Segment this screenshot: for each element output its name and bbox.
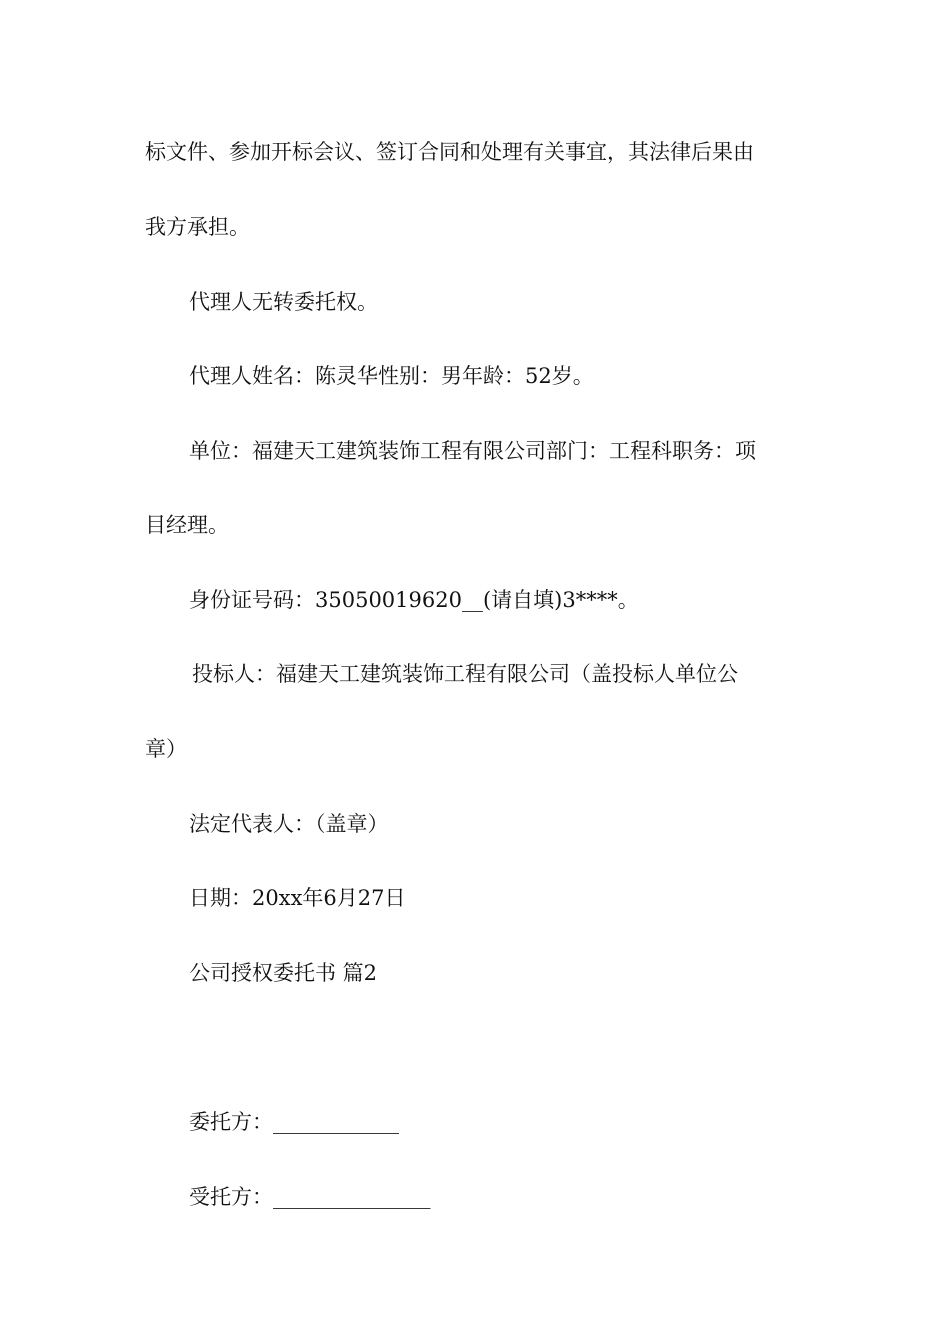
bidder-line: 投标人：福建天工建筑装饰工程有限公司（盖投标人单位公 [192,662,738,686]
section-title: 公司授权委托书 篇2 [189,961,378,985]
principal-blank: ____________ [273,1110,399,1134]
bidder-line-continued: 章） [145,737,187,761]
paragraph-line: 标文件、参加开标会议、签订合同和处理有关事宜，其法律后果由 [145,140,754,164]
agent-line [189,1183,431,1211]
id-number-text: 身份证号码：35050019620__(请自填)3****。 [189,588,639,612]
unit-line-continued: 目经理。 [145,513,229,537]
date-text: 日期：20xx年6月27日 [189,886,406,910]
legal-representative-text: 法定代表人：（盖章） [189,812,389,836]
unit-line: 单位：福建天工建筑装饰工程有限公司部门：工程科职务：项 [189,439,756,463]
paragraph-line: 我方承担。 [145,215,250,239]
principal-label: 委托方： [189,1110,273,1134]
no-subdelegation-text: 代理人无转委托权。 [189,290,378,314]
principal-line [189,1108,399,1136]
agent-info-text: 代理人姓名：陈灵华性别：男年龄：52岁。 [189,364,594,388]
agent-blank: _______________ [273,1185,431,1209]
agent-label: 受托方： [189,1185,273,1209]
